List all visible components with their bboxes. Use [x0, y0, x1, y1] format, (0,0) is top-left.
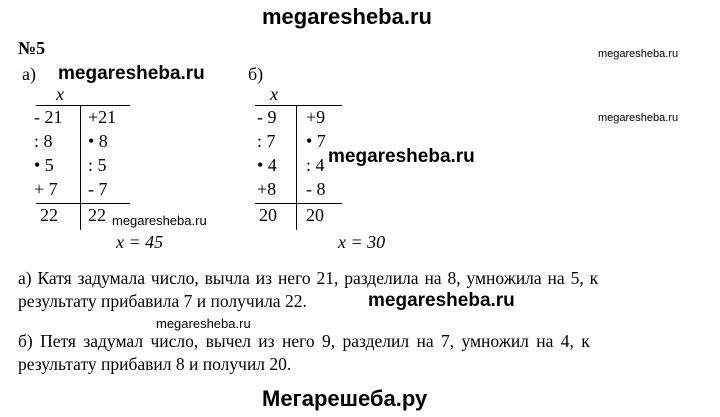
part-b-label: б) [248, 64, 264, 84]
part-a-label: а) [22, 64, 36, 84]
watermark-right-2: megaresheba.ru [598, 112, 679, 124]
table-a-result-left: 22 [40, 205, 58, 225]
table-a-left-4: + 7 [34, 179, 58, 199]
table-b-right-3: : 4 [306, 155, 325, 175]
table-a-right-2: • 8 [88, 131, 108, 151]
watermark-right-1: megaresheba.ru [598, 48, 679, 60]
table-b-left-3: • 4 [257, 155, 277, 175]
table-a-result-right: 22 [88, 205, 106, 225]
table-b-result-right: 20 [306, 205, 324, 225]
table-a-right-3: : 5 [88, 155, 107, 175]
watermark-table-a: megaresheba.ru [112, 213, 207, 228]
watermark-mid: megaresheba.ru [328, 146, 475, 167]
table-a-header: x [56, 84, 64, 104]
text-b-line-2: результату прибавил 8 и получил 20. [18, 354, 292, 374]
watermark-top: megaresheba.ru [262, 4, 432, 29]
table-a-right-1: +21 [88, 107, 117, 127]
table-a-left-3: • 5 [34, 155, 54, 175]
table-a-left-2: : 8 [34, 131, 53, 151]
text-b-line-1: б) Петя задумал число, вычел из него 9, разделил на 7, умножил на 4, к [18, 331, 590, 351]
table-b-left-4: +8 [257, 179, 277, 199]
table-a-right-4: - 7 [88, 179, 108, 199]
table-a-left-1: - 21 [34, 107, 63, 127]
watermark-text-small: megaresheba.ru [156, 316, 251, 331]
text-a-line-2: результату прибавила 7 и получила 22. [18, 291, 307, 311]
watermark-inline-a: megaresheba.ru [58, 63, 205, 84]
table-b-left-2: : 7 [257, 131, 276, 151]
answer-a: x = 45 [116, 232, 164, 252]
watermark-text-mid: megaresheba.ru [368, 290, 515, 311]
table-b-left-1: - 9 [257, 107, 277, 127]
table-b-right-2: • 7 [306, 131, 326, 151]
task-number: №5 [18, 38, 46, 58]
table-b-right-4: - 8 [306, 179, 326, 199]
watermark-bottom: Мегарешеба.ру [262, 386, 428, 411]
table-b-header: x [270, 84, 278, 104]
table-b-right-1: +9 [306, 107, 326, 127]
table-b-result-left: 20 [259, 205, 277, 225]
answer-b: x = 30 [338, 232, 386, 252]
text-a-line-1: а) Катя задумала число, вычла из него 21, разделила на 8, умножила на 5, к [18, 268, 599, 288]
